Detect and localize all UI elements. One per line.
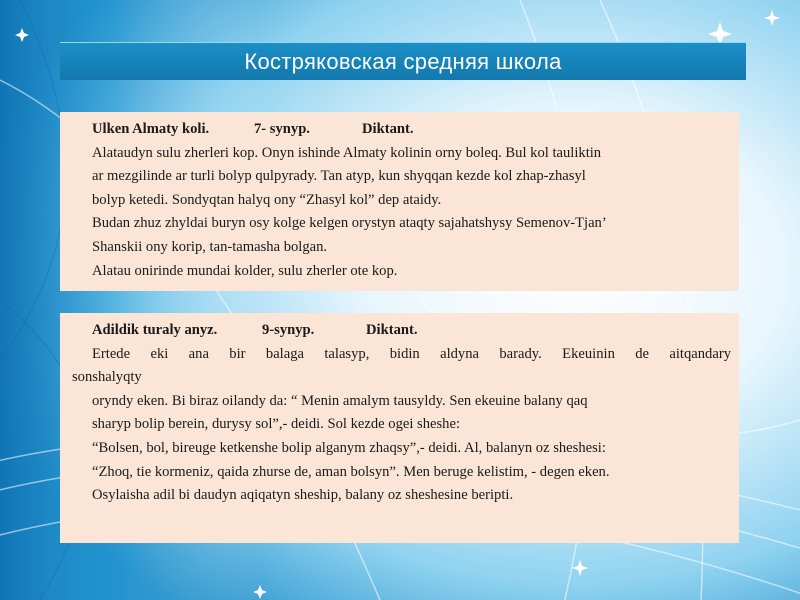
dictation-panel-1: [60, 112, 739, 291]
panel1-grade: 7- synyp.: [254, 121, 310, 137]
panel1-type: Diktant.: [362, 121, 414, 137]
title-bar: [60, 42, 746, 80]
panel2-line: Osylaisha adil bi daudyn aqiqatyn sheship, balany oz sheshesine beripti.: [92, 487, 514, 504]
panel2-grade: 9-synyp.: [262, 322, 315, 338]
panel2-line: “Bolsen, bol, bireuge ketkenshe bolip alganym zhaqsy”,- deidi. Al, balanyn oz sheshesi:: [92, 439, 606, 456]
panel1-topic: Ulken Almaty koli.: [92, 121, 210, 137]
panel2-heading: [72, 319, 731, 343]
panel1-line: Budan zhuz zhyldai buryn osy kolge kelgen orystyn ataqty sajahatshysy Semenov-Tjan’: [92, 215, 607, 232]
panel1-line: bolyp ketedi. Sondyqtan halyq ony “Zhasyl kol” dep ataidy.: [92, 191, 442, 208]
panel2-line: oryndy eken. Bi biraz oilandy da: “ Menin amalym tausyldy. Sen ekeuine balany qaq: [92, 392, 588, 409]
panel2-topic: Adildik turaly anyz.: [92, 322, 218, 338]
panel1-line: Alatau onirinde mundai kolder, sulu zherler ote kop.: [92, 262, 398, 279]
slide-title: Костряковская средняя школа: [244, 48, 562, 74]
panel2-line-continuation: sonshalyqty: [72, 369, 142, 386]
dictation-panel-2: [60, 313, 739, 543]
panel2-type: Diktant.: [366, 322, 418, 338]
panel1-line: Alataudyn sulu zherleri kop. Onyn ishinde Almaty kolinin orny boleq. Bul kol tauliktin: [92, 144, 602, 161]
panel2-line: “Zhoq, tie kormeniz, qaida zhurse de, aman bolsyn”. Men beruge kelistim, - degen eken.: [92, 463, 610, 480]
panel1-line: ar mezgilinde ar turli bolyp qulpyrady. Tan atyp, kun shyqqan kezde kol zhap-zhasyl: [92, 168, 586, 185]
panel1-line: Shanskii ony korip, tan-tamasha bolgan.: [92, 238, 328, 255]
panel1-heading: [72, 118, 731, 142]
panel2-line: Ertede eki ana bir balaga talasyp, bidin aldyna barady. Ekeuinin de aitqandary: [92, 345, 731, 362]
panel2-line: sharyp bolip berein, durysy sol”,- deidi. Sol kezde ogei sheshe:: [92, 416, 461, 433]
